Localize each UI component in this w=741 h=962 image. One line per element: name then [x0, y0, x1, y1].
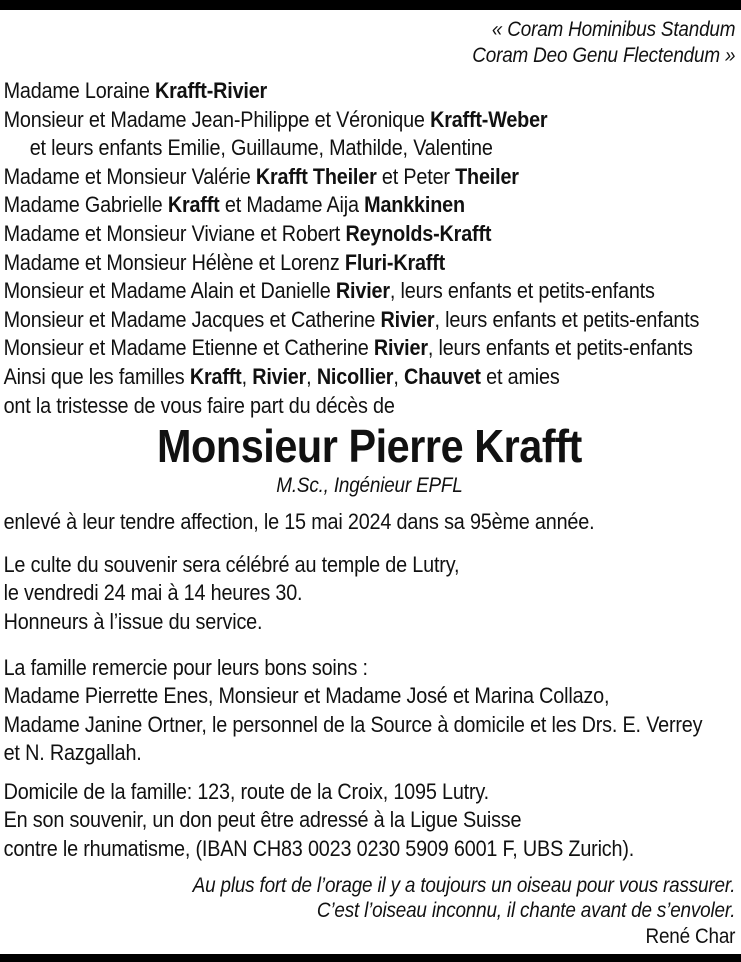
acknowledgements [4, 654, 736, 768]
thanks-line: Madame Janine Ortner, le personnel de la Source à domicile et les Drs. E. Verrey [3, 711, 703, 737]
ceremony-line: Honneurs à l’issue du service. [3, 608, 263, 634]
thanks-line: Madame Pierrette Enes, Monsieur et Madame José et Marina Collazo, [3, 683, 610, 709]
family-line: Madame Loraine Krafft-Rivier [3, 78, 268, 103]
closing-quote [4, 873, 736, 950]
family-line: Madame Gabrielle Krafft et Madame Aija Mankkinen [3, 192, 465, 218]
ceremony-details [4, 551, 736, 637]
family-line: Madame et Monsieur Viviane et Robert Reynolds-Krafft [3, 220, 492, 246]
family-line: Monsieur et Madame Etienne et Catherine Rivier, leurs enfants et petits-enfants [3, 335, 693, 361]
quote-attribution: René Char [645, 924, 736, 948]
ceremony-line: Le culte du souvenir sera célébré au temple de Lutry, [3, 551, 460, 577]
family-line: et leurs enfants Emilie, Guillaume, Mathilde, Valentine [29, 135, 493, 161]
deceased-name: Monsieur Pierre Krafft [156, 420, 582, 473]
family-line: Madame et Monsieur Valérie Krafft Theiler et Peter Theiler [3, 163, 519, 189]
address-line: contre le rhumatisme, (IBAN CH83 0023 0230 5909 6001 F, UBS Zurich). [3, 836, 635, 862]
thanks-line: et N. Razgallah. [3, 740, 142, 766]
deceased-credentials: M.Sc., Ingénieur EPFL [276, 474, 463, 498]
epigraph [4, 17, 736, 69]
obituary-notice [0, 10, 741, 949]
bottom-border [0, 954, 741, 962]
announcement-line: ont la tristesse de vous faire part du décès de [3, 392, 395, 418]
thanks-line: La famille remercie pour leurs bons soins : [3, 654, 368, 680]
family-line: Monsieur et Madame Alain et Danielle Rivier, leurs enfants et petits-enfants [3, 278, 655, 304]
family-line: Monsieur et Madame Jean-Philippe et Véronique Krafft-Weber [3, 106, 548, 132]
family-list [4, 77, 736, 420]
ceremony-line: le vendredi 24 mai à 14 heures 30. [3, 580, 303, 606]
family-line: Ainsi que les familles Krafft, Rivier, Nicollier, Chauvet et amies [3, 363, 560, 389]
epigraph-line: Coram Deo Genu Flectendum » [472, 44, 736, 67]
address-line: Domicile de la famille: 123, route de la Croix, 1095 Lutry. [3, 778, 489, 804]
top-border [0, 0, 741, 10]
family-address [4, 778, 736, 864]
quote-line: Au plus fort de l’orage il y a toujours un oiseau pour vous rassurer. [192, 873, 736, 897]
family-line: Madame et Monsieur Hélène et Lorenz Fluri-Krafft [3, 249, 446, 275]
family-line: Monsieur et Madame Jacques et Catherine Rivier, leurs enfants et petits-enfants [3, 306, 700, 332]
quote-line: C’est l’oiseau inconnu, il chante avant de s’envoler. [316, 899, 736, 923]
death-notice: enlevé à leur tendre affection, le 15 mai 2024 dans sa 95ème année. [3, 509, 595, 535]
address-line: En son souvenir, un don peut être adressé à la Ligue Suisse [3, 807, 522, 833]
epigraph-line: « Coram Hominibus Standum [491, 18, 736, 41]
